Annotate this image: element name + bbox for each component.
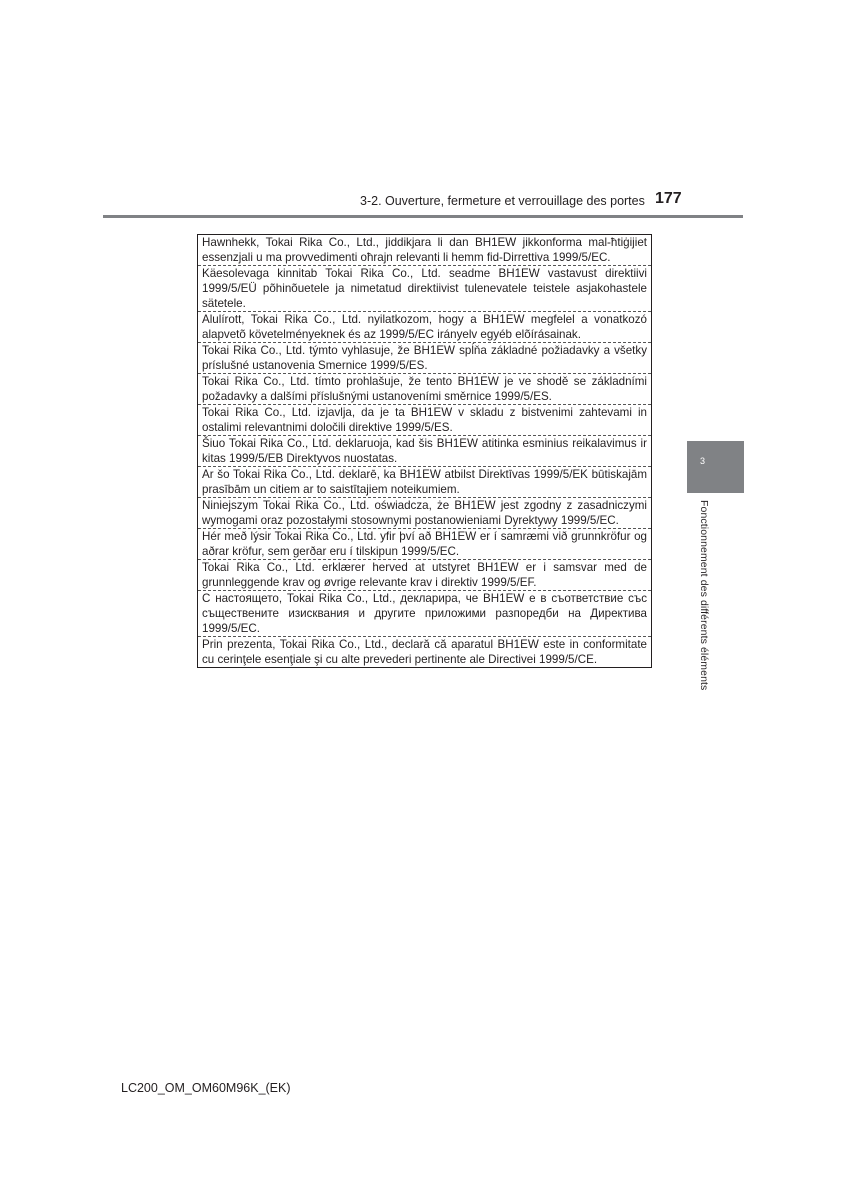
declaration-row-estonian: Käesolevaga kinnitab Tokai Rika Co., Ltd. seadme BH1EW vastavust direktiivi 1999/5/EÜ põhinõuetele ja nimetatud direktiivist tulenevatele teistele asjakohastele sätetele. (198, 266, 651, 312)
declaration-row-icelandic: Hér með lýsir Tokai Rika Co., Ltd. yfir því að BH1EW er í samræmi við grunnkröfur og aðrar kröfur, sem gerðar eru í tilskipun 1999/5/EC. (198, 529, 651, 560)
declaration-row-norwegian: Tokai Rika Co., Ltd. erklærer herved at utstyret BH1EW er i samsvar med de grunnleggende krav og øvrige relevante krav i direktiv 1999/5/EF. (198, 560, 651, 591)
chapter-number: 3 (700, 456, 706, 466)
declaration-row-slovenian: Tokai Rika Co., Ltd. izjavlja, da je ta BH1EW v skladu z bistvenimi zahtevami in ostalimi relevantnimi določili direktive 1999/5/ES. (198, 405, 651, 436)
declaration-row-czech: Tokai Rika Co., Ltd. tímto prohlašuje, že tento BH1EW je ve shodě se základními požadavky a dalšími příslušnými ustanoveními směrnice 1999/5/ES. (198, 374, 651, 405)
declaration-row-bulgarian: С настоящето, Tokai Rika Co., Ltd., декларира, че BH1EW е в съответствие със съществените изисквания и другите приложими разпоредби на Директива 1999/5/EC. (198, 591, 651, 637)
declaration-row-lithuanian: Šiuo Tokai Rika Co., Ltd. deklaruoja, kad šis BH1EW atitinka esminius reikalavimus ir kitas 1999/5/EB Direktyvos nuostatas. (198, 436, 651, 467)
declaration-row-slovak: Tokai Rika Co., Ltd. týmto vyhlasuje, že BH1EW spĺňa základné požiadavky a všetky príslušné ustanovenia Smernice 1999/5/ES. (198, 343, 651, 374)
header-divider (103, 215, 743, 218)
page-number: 177 (655, 190, 682, 207)
document-code: LC200_OM_OM60M96K_(EK) (121, 1081, 291, 1095)
declaration-row-romanian: Prin prezenta, Tokai Rika Co., Ltd., declară că aparatul BH1EW este in conformitate cu cerinţele esenţiale şi cu alte prevederi pertinente ale Directivei 1999/5/CE. (202, 638, 647, 666)
declaration-row-latvian: Ar šo Tokai Rika Co., Ltd. deklarē, ka BH1EW atbilst Direktīvas 1999/5/EK būtiskajām prasībām un citiem ar to saistītajiem noteikumiem. (198, 467, 651, 498)
declarations-table (197, 234, 652, 668)
declaration-row-polish: Niniejszym Tokai Rika Co., Ltd. oświadcza, że BH1EW jest zgodny z zasadniczymi wymogami oraz pozostałymi stosownymi postanowieniami Dyrektywy 1999/5/EC. (198, 498, 651, 529)
section-title: 3-2. Ouverture, fermeture et verrouillage des portes (360, 194, 645, 208)
declaration-row-hungarian: Alulírott, Tokai Rika Co., Ltd. nyilatkozom, hogy a BH1EW megfelel a vonatkozó alapvetõ követelményeknek és az 1999/5/EC irányelv egyéb elõírásainak. (198, 312, 651, 343)
chapter-title: Fonctionnement des différents éléments (698, 500, 710, 691)
declaration-row-maltese: Hawnhekk, Tokai Rika Co., Ltd., jiddikjara li dan BH1EW jikkonforma mal-ħtiġijiet essenzjali u ma provvedimenti oħrajn relevanti li hemm fid-Dirrettiva 1999/5/EC. (198, 235, 651, 266)
chapter-tab (687, 441, 744, 493)
